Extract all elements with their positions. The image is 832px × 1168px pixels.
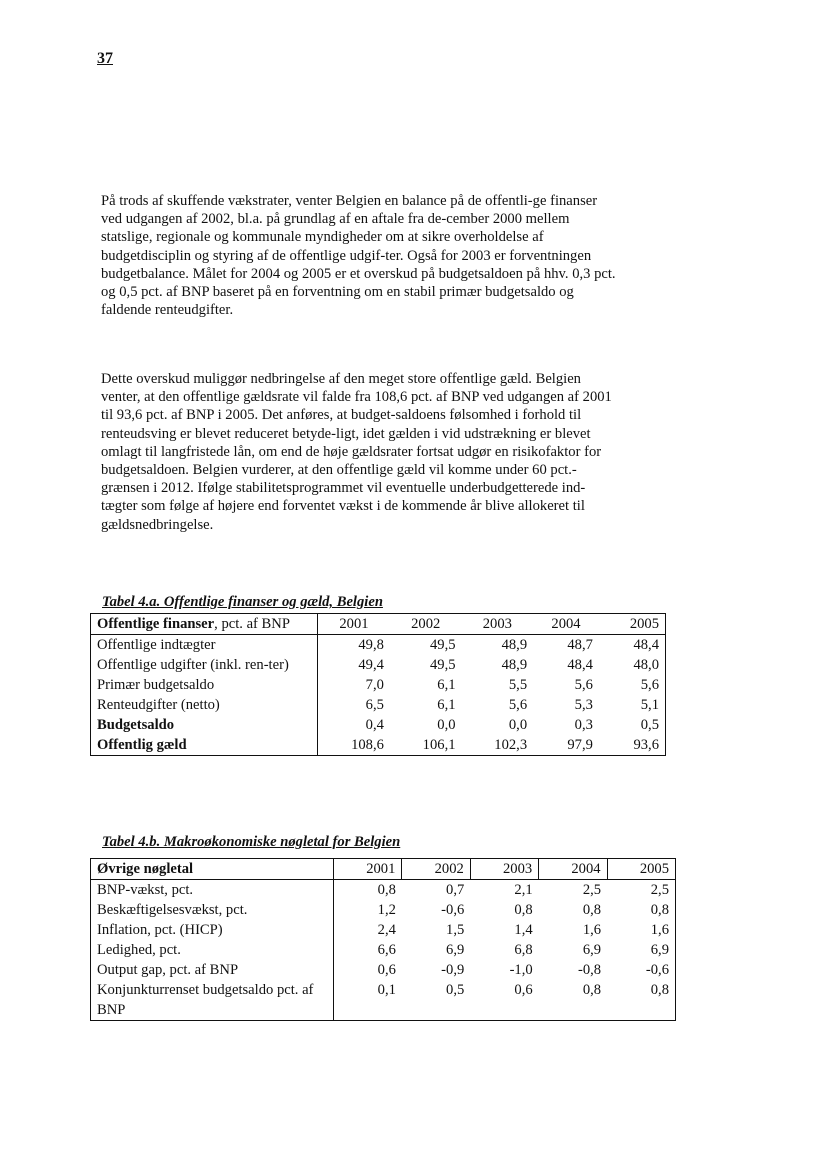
cell-value: 1,6 (582, 922, 602, 938)
year-header: 2003 (470, 859, 538, 880)
cell-value: 0,8 (377, 882, 396, 898)
cell-value: 0,8 (650, 982, 669, 998)
table-public-finances (90, 613, 666, 756)
cell-value: 0,5 (640, 717, 659, 733)
row-label: Offentlige udgifter (inkl. ren-ter) (91, 655, 318, 675)
table-header-row (91, 859, 676, 880)
cell-value: 5,6 (508, 697, 528, 713)
cell-value: 48,4 (633, 637, 659, 653)
row-label: Ledighed, pct. (91, 940, 334, 960)
cell-value: 48,9 (501, 657, 528, 673)
table-macro-indicators (90, 858, 676, 1021)
cell-value: -0,9 (441, 962, 465, 978)
cell-value: 2,1 (514, 882, 533, 898)
year-header: 2001 (318, 614, 390, 635)
cell-value: 49,4 (358, 657, 384, 673)
table-row (91, 675, 666, 695)
cell-value: 6,1 (437, 697, 456, 713)
table-row (91, 880, 676, 901)
year-header: 2005 (599, 614, 666, 635)
cell-value: 108,6 (351, 737, 384, 753)
cell-value: 0,8 (514, 902, 533, 918)
cell-value: 5,5 (508, 677, 528, 693)
table-row (91, 655, 666, 675)
year-header: 2005 (607, 859, 675, 880)
year-header: 2004 (539, 859, 607, 880)
table-header-label (91, 614, 318, 635)
table-row (91, 960, 676, 980)
cell-value: 5,1 (640, 697, 659, 713)
cell-value: 1,5 (446, 922, 465, 938)
row-label: Offentlige indtægter (91, 635, 318, 656)
year-header: 2001 (334, 859, 402, 880)
cell-value: 49,5 (429, 637, 456, 653)
cell-value: 1,6 (650, 922, 669, 938)
cell-value: 0,8 (582, 902, 602, 918)
table-row (91, 980, 676, 1021)
table-row (91, 695, 666, 715)
row-label: Budgetsaldo (91, 715, 318, 735)
paragraph-1: På trods af skuffende vækstrater, venter Belgien en balance på de offentli-ge finanser ved udgangen af 2002, bl.a. på grundlag af en aftale fra de-cember 2000 mellem statslige, regionale og kommunale myndigheder om at sikre overholdelse af budgetdisciplin og styring af de offentlige udgif-ter. Også for 2003 er forventningen budgetbalance. Målet for 2004 og 2005 er et overskud på budgetsaldoen på hhv. 0,3 pct. og 0,5 pct. af BNP baseret på en forventning om en stabil primær budgetsaldo og faldende renteudgifter. (101, 193, 616, 319)
cell-value: 5,3 (574, 697, 593, 713)
table-row (91, 735, 666, 756)
row-label: Konjunkturrenset budgetsaldo pct. af BNP (91, 980, 334, 1021)
row-label: Renteudgifter (netto) (91, 695, 318, 715)
cell-value: 0,6 (514, 982, 533, 998)
year-header: 2003 (462, 614, 534, 635)
cell-value: 97,9 (567, 737, 593, 753)
cell-value: 48,0 (633, 657, 659, 673)
row-label: Inflation, pct. (HICP) (91, 920, 334, 940)
cell-value: 48,9 (501, 637, 528, 653)
cell-value: 1,2 (377, 902, 396, 918)
cell-value: 48,4 (567, 657, 593, 673)
cell-value: 6,5 (365, 697, 384, 713)
cell-value: 6,8 (514, 942, 533, 958)
cell-value: 6,1 (437, 677, 456, 693)
cell-value: 0,8 (582, 982, 602, 998)
table-header-label: Øvrige nøgletal (91, 859, 334, 880)
table-row (91, 900, 676, 920)
cell-value: -0,8 (577, 962, 602, 978)
cell-value: 0,5 (446, 982, 465, 998)
paragraph-2: Dette overskud muliggør nedbringelse af den meget store offentlige gæld. Belgien venter, at den offentlige gældsrate vil falde fra 108,6 pct. af BNP ved udgangen af 2001 til 93,6 pct. af BNP i 2005. Det anføres, at budget-saldoens følsomhed i forhold til renteudsving er blevet reduceret betyde-ligt, idet gælden i vid udstrækning er blevet omlagt til langfristede lån, om end de høje gældsrater fortsat udgør en risikofaktor for budgetsaldoen. Belgien vurderer, at den offentlige gæld vil komme under 60 pct.-grænsen i 2012. Ifølge stabilitetsprogrammet vil eventuelle underbudgetterede ind-tægter som følge af højere end forventet vækst i de kommende år blive allokeret til gældsnedbringelse. (101, 371, 612, 533)
cell-value: 0,1 (377, 982, 396, 998)
row-label: Output gap, pct. af BNP (91, 960, 334, 980)
cell-value: 6,6 (377, 942, 396, 958)
year-header: 2002 (390, 614, 462, 635)
row-label: Offentlig gæld (91, 735, 318, 756)
cell-value: 2,4 (377, 922, 396, 938)
header-rest-text: , pct. af BNP (214, 616, 290, 632)
header-bold-text: Offentlige finanser (97, 616, 215, 632)
cell-value: 0,0 (508, 717, 528, 733)
cell-value: 1,4 (514, 922, 533, 938)
table-row (91, 715, 666, 735)
table-row (91, 635, 666, 656)
cell-value: 2,5 (650, 882, 669, 898)
cell-value: 93,6 (633, 737, 659, 753)
table-b-caption: Tabel 4.b. Makroøkonomiske nøgletal for Belgien (102, 834, 401, 850)
table-row (91, 920, 676, 940)
cell-value: 6,9 (582, 942, 602, 958)
cell-value: -0,6 (441, 902, 465, 918)
cell-value: -0,6 (645, 962, 669, 978)
cell-value: 0,0 (437, 717, 456, 733)
cell-value: 7,0 (365, 677, 384, 693)
cell-value: 49,5 (429, 657, 456, 673)
year-header: 2004 (533, 614, 599, 635)
cell-value: 6,9 (650, 942, 669, 958)
cell-value: 48,7 (567, 637, 593, 653)
cell-value: -1,0 (509, 962, 533, 978)
cell-value: 0,4 (365, 717, 384, 733)
row-label: Beskæftigelsesvækst, pct. (91, 900, 334, 920)
cell-value: 5,6 (640, 677, 659, 693)
cell-value: 49,8 (358, 637, 384, 653)
cell-value: 5,6 (574, 677, 593, 693)
cell-value: 2,5 (582, 882, 602, 898)
row-label: BNP-vækst, pct. (91, 880, 334, 901)
table-row (91, 940, 676, 960)
cell-value: 106,1 (422, 737, 456, 753)
cell-value: 102,3 (494, 737, 528, 753)
cell-value: 0,6 (377, 962, 396, 978)
table-a-caption: Tabel 4.a. Offentlige finanser og gæld, Belgien (102, 594, 383, 610)
cell-value: 0,7 (446, 882, 465, 898)
cell-value: 0,8 (650, 902, 669, 918)
page-number: 37 (97, 50, 113, 67)
cell-value: 6,9 (446, 942, 465, 958)
table-header-row (91, 614, 666, 635)
year-header: 2002 (402, 859, 470, 880)
row-label: Primær budgetsaldo (91, 675, 318, 695)
cell-value: 0,3 (574, 717, 593, 733)
